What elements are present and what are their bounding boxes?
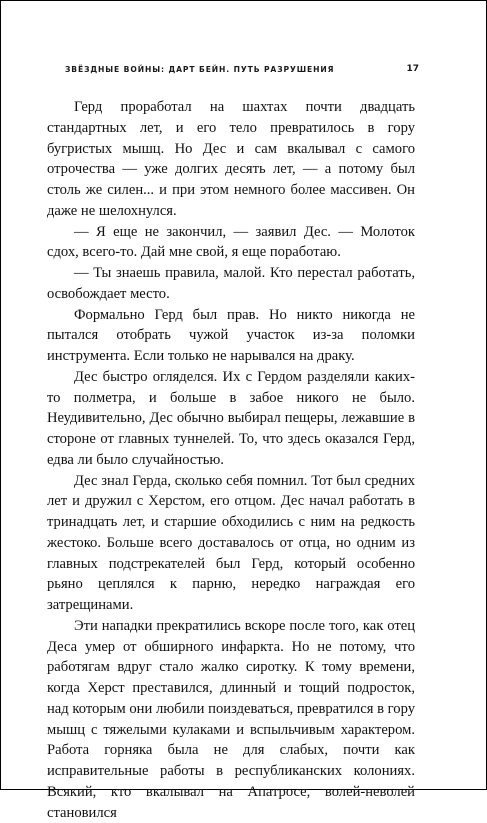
paragraph: Формально Герд был прав. Но никто никогда не пытался отобрать чужой участок из-за поломки инструмента. Если только не нарывался на драку.: [47, 306, 415, 364]
book-title: ЗВЁЗДНЫЕ ВОЙНЫ: ДАРТ БЕЙН. ПУТЬ РАЗРУШЕНИЯ: [65, 65, 335, 74]
running-header: [65, 65, 419, 79]
paragraph: — Я еще не закончил, — заявил Дес. — Молоток сдох, всего-то. Дай мне свой, я еще поработаю.: [47, 223, 415, 261]
paragraph: — Ты знаешь правила, малой. Кто перестал работать, освобождает место.: [47, 265, 415, 302]
paragraph: Дес быстро огляделся. Их с Гердом разделяли каких-то полметра, и больше в забое никого не было. Неудивительно, Дес обычно выбирал пещеры, лежавшие в стороне от главных туннелей. То, что здесь оказался Герд, едва ли было случайностью.: [47, 368, 415, 468]
paragraph: Дес знал Герда, сколько себя помнил. Тот был средних лет и дружил с Херстом, его отцом. Дес начал работать в тринадцать лет, и старшие обходились с ним на редкость жестоко. Больше всего доставалось от отца, но одним из главных подстрекателей был Герд, который особенно рьяно цеплялся к парню, нередко награждая его затрещинами.: [47, 472, 415, 613]
paragraph: Эти нападки прекратились вскоре после того, как отец Деса умер от обширного инфаркта. Но не потому, что работягам вдруг стало жалко сиротку. К тому времени, когда Херст преставился, длинный и тощий подросток, над которым они любили поиздеваться, превратился в гору мышц с тяжелыми кулаками и вспыльчивым характером. Работа горняка была не для слабых, почти как исправительные работы в республиканских колониях. Всякий, кто вкалывал на Апатросе, волей-неволей становился: [47, 617, 415, 821]
page-number: 17: [406, 64, 419, 74]
body-text: [47, 97, 415, 823]
paragraph: Герд проработал на шахтах почти двадцать стандартных лет, и его тело превратилось в гору бугристых мышц. Но Дес и сам вкалывал с самого отрочества — уже долгих десять лет, — а потому был столь же силен... и при этом немного более массивен. Он даже не шелохнулся.: [47, 99, 415, 219]
